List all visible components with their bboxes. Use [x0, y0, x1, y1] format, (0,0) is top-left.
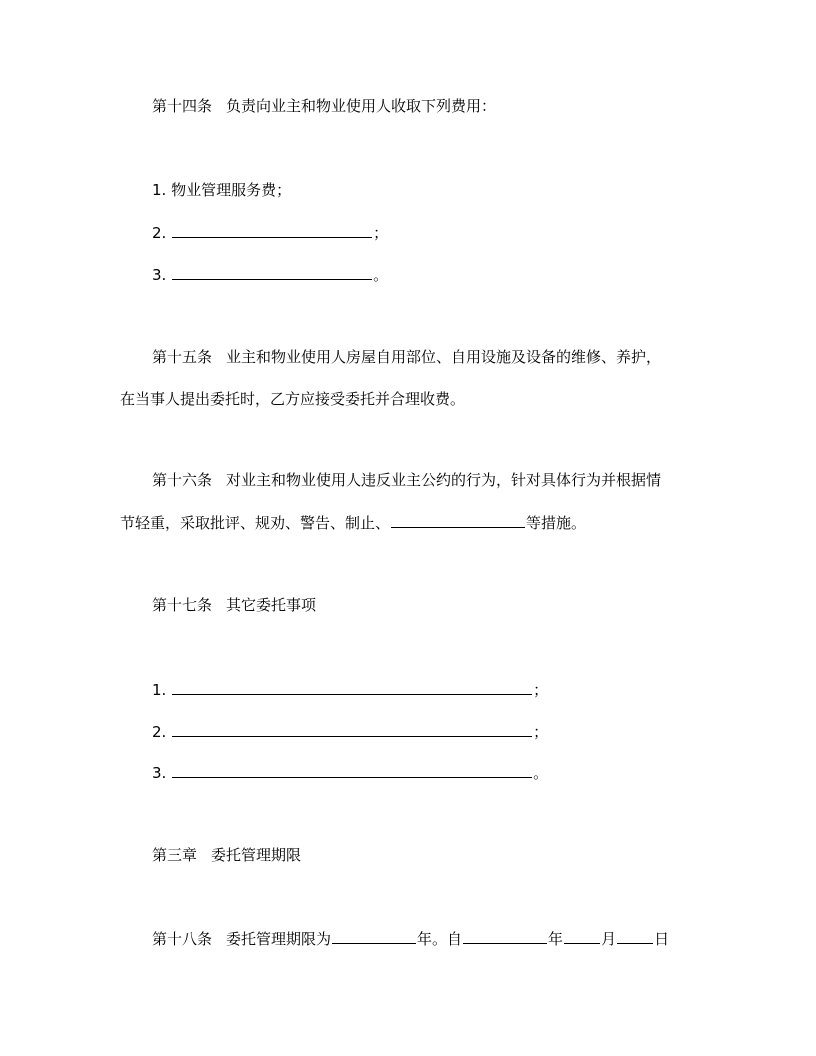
article-14-heading-line	[152, 96, 496, 116]
list-item-end: ；	[533, 681, 549, 699]
list-item-number: 1.	[152, 681, 167, 699]
fill-in-blank	[172, 222, 372, 238]
article-16-text-2b: 等措施。	[526, 514, 587, 532]
list-item-end: ；	[533, 723, 549, 741]
list-item-number: 2.	[152, 723, 167, 741]
chapter-3-title: 委托管理期限	[211, 846, 302, 864]
article-17-text: 其它委托事项	[226, 596, 317, 614]
article-18-text-d: 月	[601, 930, 617, 948]
article-14-item-3	[152, 264, 388, 284]
article-15-line-1	[152, 347, 661, 367]
chapter-3-heading-line	[152, 845, 301, 865]
list-item-end: ；	[373, 224, 389, 242]
article-17-heading-line	[152, 595, 316, 615]
chapter-3-label: 第三章	[152, 846, 198, 864]
article-18-label: 第十八条	[152, 930, 213, 948]
article-16-text-1: 对业主和物业使用人违反业主公约的行为，针对具体行为并根据情	[226, 471, 662, 489]
article-17-item-1	[152, 679, 548, 699]
list-item-number: 3.	[152, 764, 167, 782]
fill-in-blank	[617, 928, 653, 944]
article-14-text: 负责向业主和物业使用人收取下列费用：	[226, 97, 497, 115]
article-16-line-1	[152, 470, 661, 490]
article-17-item-3	[152, 762, 548, 782]
fill-in-blank	[332, 928, 416, 944]
article-16-line-2	[120, 512, 586, 532]
article-18-text-e: 日	[654, 930, 670, 948]
article-15-label: 第十五条	[152, 348, 213, 366]
article-18-line	[152, 928, 669, 948]
fill-in-blank	[172, 264, 372, 280]
fill-in-blank	[172, 762, 532, 778]
fill-in-blank	[463, 928, 547, 944]
list-item-number: 3.	[152, 266, 167, 284]
article-15-line-2	[120, 389, 465, 409]
article-18-text-c: 年	[548, 930, 564, 948]
article-14-item-2	[152, 222, 388, 242]
list-item-number: 2.	[152, 224, 167, 242]
article-16-text-2a: 节轻重，采取批评、规劝、警告、制止、	[120, 514, 391, 532]
article-16-label: 第十六条	[152, 471, 213, 489]
article-17-label: 第十七条	[152, 596, 213, 614]
article-15-text-1: 业主和物业使用人房屋自用部位、自用设施及设备的维修、养护，	[226, 348, 662, 366]
article-14-label: 第十四条	[152, 97, 213, 115]
fill-in-blank	[564, 928, 600, 944]
article-18-text-a: 委托管理期限为	[226, 930, 332, 948]
list-item-text: 物业管理服务费；	[171, 181, 292, 199]
article-14-item-1	[152, 180, 291, 200]
list-item-end: 。	[373, 266, 389, 284]
article-15-text-2: 在当事人提出委托时，乙方应接受委托并合理收费。	[120, 390, 466, 408]
article-18-text-b: 年。自	[417, 930, 463, 948]
list-item-end: 。	[533, 764, 549, 782]
article-17-item-2	[152, 721, 548, 741]
fill-in-blank	[172, 679, 532, 695]
fill-in-blank	[172, 721, 532, 737]
fill-in-blank	[391, 512, 525, 528]
list-item-number: 1.	[152, 181, 167, 199]
